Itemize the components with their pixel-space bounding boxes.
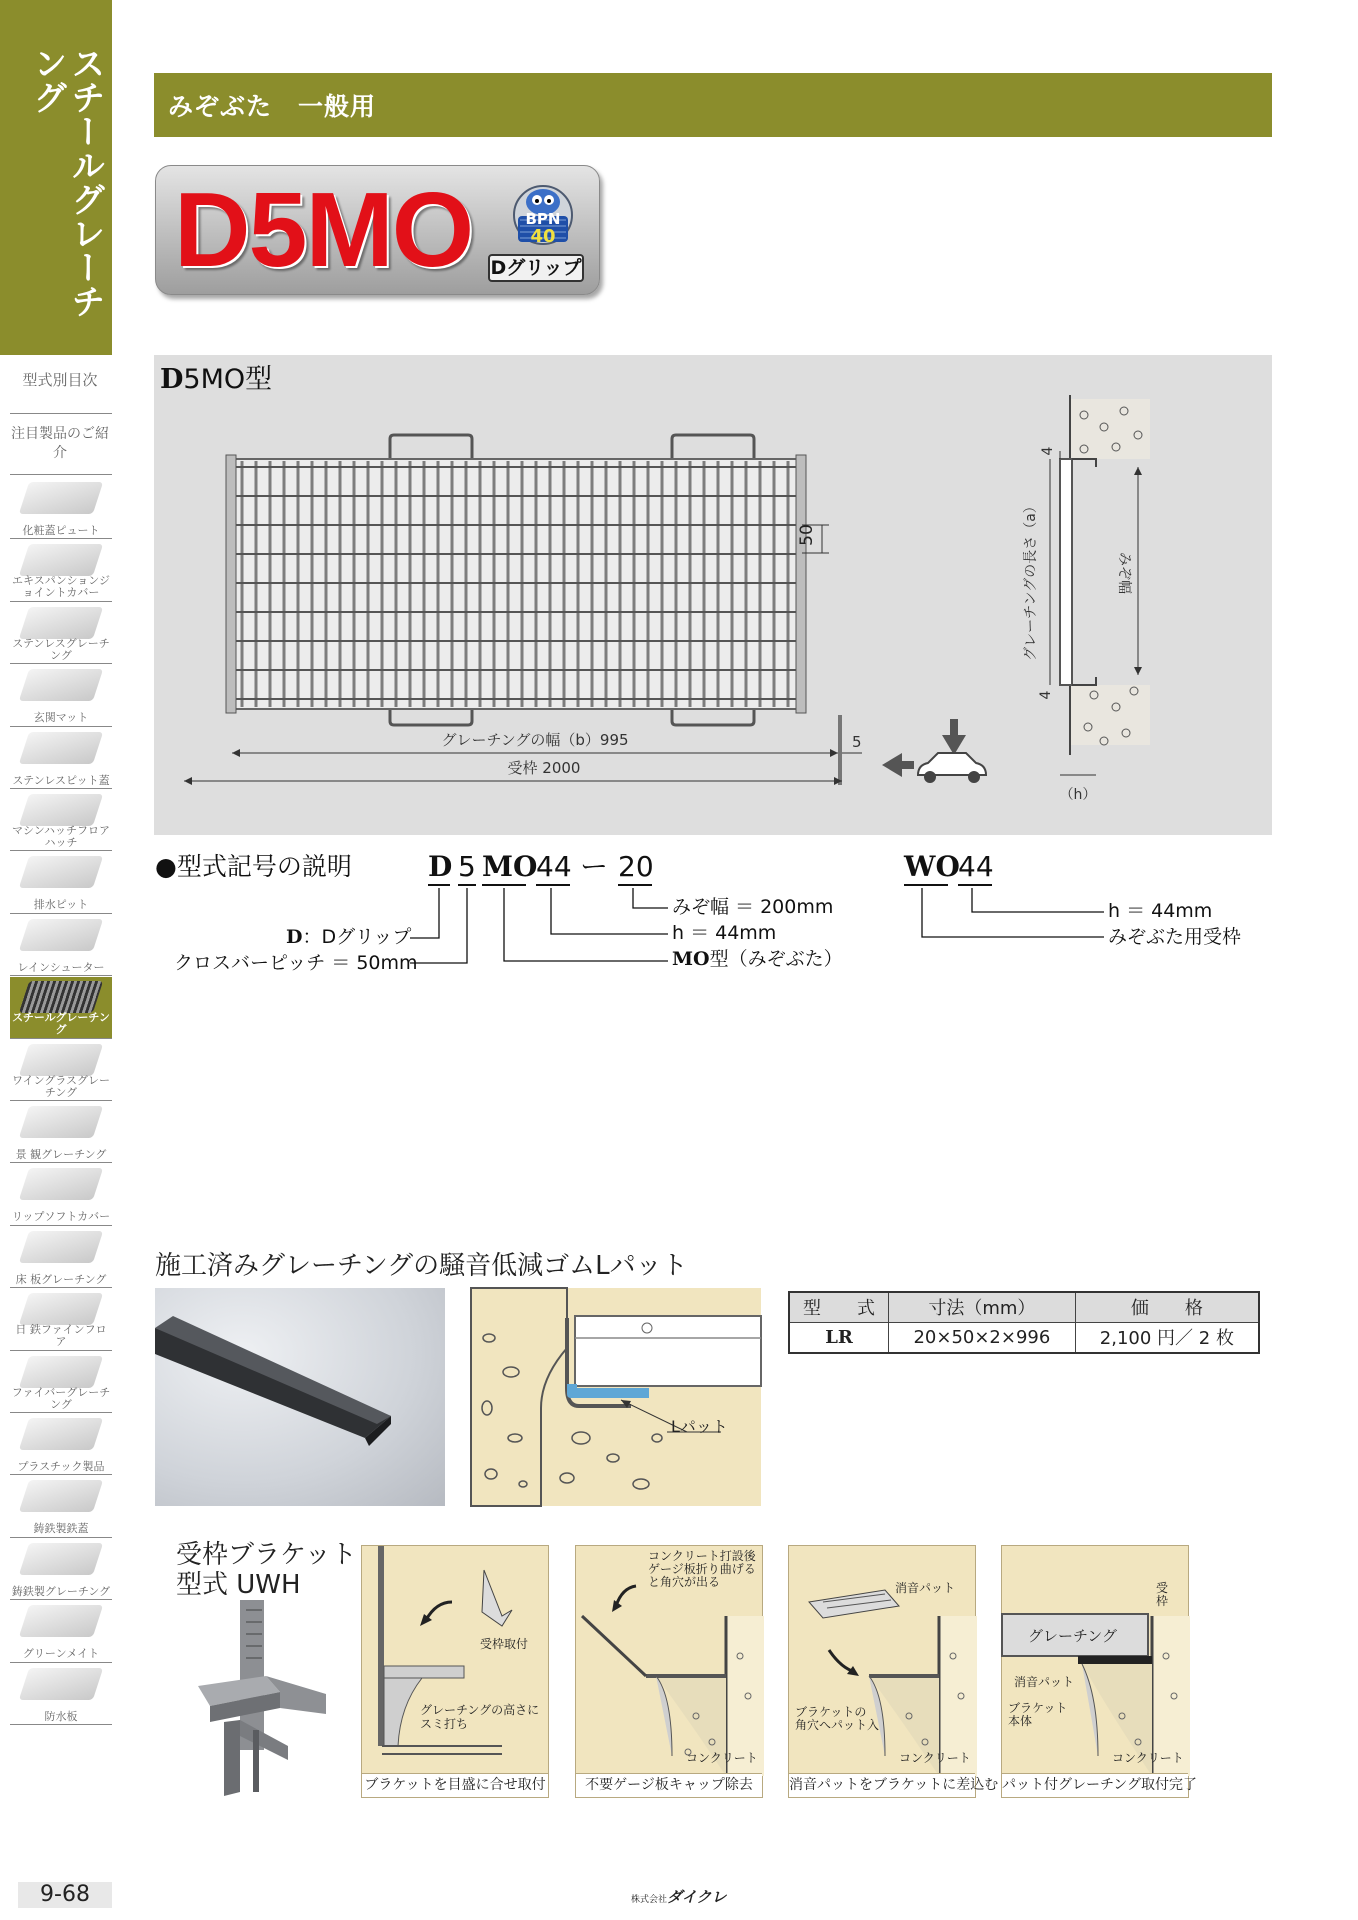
expl-grip-code: D — [286, 926, 303, 948]
expl-type-desc: 型（みぞぶた） — [709, 948, 843, 970]
step-4-note-7: コンクリート — [1112, 1751, 1184, 1765]
expl-grip — [286, 926, 411, 948]
company-logo — [631, 1886, 726, 1907]
sidebar-divider — [10, 850, 112, 851]
sidebar-item[interactable] — [10, 790, 112, 852]
grating-drawing — [154, 355, 1272, 835]
expl-frame-desc: みぞぶた用受枠 — [1108, 926, 1242, 948]
sidebar-item-label: 化粧蓋ピュート — [22, 524, 100, 537]
sidebar-item-label: 鋳鉄製グレーチング — [11, 1584, 111, 1598]
sidebar-divider — [10, 1038, 112, 1039]
sidebar-item[interactable] — [10, 1164, 112, 1226]
sidebar-item-label: ステンレスピット蓋 — [12, 773, 110, 787]
step-3-caption: 消音パットをブラケットに差込む — [789, 1773, 975, 1797]
sidebar-item-label: ワイングラスグレーチング — [11, 1073, 111, 1099]
sidebar-item[interactable] — [10, 1352, 112, 1414]
sidebar-divider — [10, 975, 112, 976]
sidebar-divider — [10, 1724, 112, 1725]
bracket-section-title — [176, 1540, 357, 1600]
sidebar-item-thumbnail — [19, 732, 103, 764]
step-2-caption: 不要ゲージ板キャップ除去 — [576, 1773, 762, 1797]
table-header-size: 寸法（mm） — [889, 1292, 1076, 1322]
grating-end-frame-left — [226, 455, 236, 713]
gap-dimension: 5 — [852, 733, 862, 751]
step-1-note-2: グレーチングの高さに — [420, 1703, 540, 1717]
sidebar — [0, 0, 112, 1920]
lpad-product-photo — [155, 1288, 445, 1506]
step-2-note-1: コンクリート打設後 — [648, 1549, 756, 1563]
sidebar-item[interactable] — [10, 728, 112, 790]
sidebar-divider — [10, 1662, 112, 1663]
sidebar-item[interactable] — [10, 1601, 112, 1663]
sidebar-divider — [10, 726, 112, 727]
code-segment-grip: D — [428, 850, 453, 883]
code-segment-width: 20 — [618, 850, 654, 883]
sidebar-link-index[interactable]: 型式別目次 — [22, 371, 98, 389]
step-3-note-3: 角穴へパット入 — [795, 1718, 880, 1732]
sidebar-item[interactable] — [10, 1664, 112, 1726]
sidebar-item-thumbnail — [19, 1168, 103, 1200]
underline — [958, 884, 992, 886]
model-code-heading: ●型式記号の説明 — [155, 852, 352, 881]
expl-crossbar-pitch: クロスバーピッチ ＝ 50mm — [174, 952, 418, 974]
code-segment-pitch: 5 — [458, 850, 476, 883]
bracket-title-line1: 受枠ブラケット — [176, 1540, 357, 1570]
sidebar-category-title: スチールグレーチング — [27, 46, 105, 318]
expl-type-code: MO — [672, 948, 710, 970]
frame-length-dimension: 受枠 2000 — [507, 759, 581, 777]
expl-frame-height: h ＝ 44mm — [1108, 900, 1213, 922]
sidebar-item-label: 景 観グレーチング — [15, 1148, 107, 1161]
sidebar-item-thumbnail — [19, 1106, 103, 1138]
sidebar-divider — [10, 1412, 112, 1413]
sidebar-item[interactable] — [10, 1289, 112, 1351]
technical-drawing-panel — [154, 355, 1272, 835]
step-4-note-2: 枠 — [1156, 1594, 1169, 1608]
grip-type-label: Dグリップ — [488, 254, 584, 282]
sidebar-item[interactable] — [10, 1539, 112, 1601]
sidebar-divider — [10, 538, 112, 539]
sidebar-item-thumbnail — [19, 669, 103, 701]
frame-code-height: 44 — [958, 850, 994, 883]
drawing-title — [160, 357, 272, 396]
step-3-note-4: コンクリート — [899, 1751, 971, 1765]
sidebar-item[interactable] — [10, 1040, 112, 1102]
step-4-note-4: 消音パット — [1014, 1675, 1075, 1689]
underline — [482, 884, 526, 886]
table-header-model: 型 式 — [789, 1292, 889, 1322]
step-2-note-2: ゲージ板折り曲げる — [648, 1562, 756, 1576]
lpad-installation-diagram — [471, 1288, 761, 1506]
sidebar-item-label: レインシューター — [17, 960, 105, 974]
frame-code-type: WO — [904, 850, 960, 883]
sidebar-item-thumbnail — [19, 856, 103, 888]
sidebar-item[interactable] — [10, 977, 112, 1039]
ditch-width-dimension: みぞ幅 — [1116, 552, 1132, 594]
sidebar-item-label: 玄関マット — [33, 711, 89, 725]
sidebar-divider — [10, 1537, 112, 1538]
sidebar-item[interactable] — [10, 478, 112, 540]
step-1-note-1: 受枠取付 — [480, 1637, 529, 1651]
step-3-note-2: ブラケットの — [795, 1705, 867, 1719]
sidebar-item-label: 床 板グレーチング — [15, 1272, 107, 1286]
rubber-pad-image — [155, 1288, 445, 1506]
sidebar-item-label: スチールグレーチング — [12, 1011, 110, 1037]
step-4-note-1: 受 — [1156, 1581, 1169, 1595]
sidebar-item-thumbnail — [19, 1231, 103, 1263]
drawing-title-prefix: D — [160, 364, 184, 395]
frame-edge — [838, 715, 842, 785]
sidebar-item[interactable] — [10, 540, 112, 602]
sidebar-item-thumbnail — [19, 1543, 103, 1575]
table-cell-size: 20×50×2×996 — [889, 1322, 1076, 1353]
table-cell-price: 2,100 円／ 2 枚 — [1075, 1322, 1259, 1353]
sidebar-item[interactable] — [10, 1102, 112, 1164]
sidebar-divider — [10, 413, 112, 414]
sidebar-item-thumbnail — [19, 919, 103, 951]
product-logo-badge — [155, 165, 600, 295]
height-dimension: （h） — [1059, 787, 1097, 803]
step-4-note-3: グレーチング — [1028, 1627, 1117, 1645]
step-1-drawing — [362, 1546, 550, 1776]
sidebar-divider — [10, 788, 112, 789]
drawing-title-rest: 5MO型 — [183, 364, 273, 395]
bracket-title-line2: 型式 UWH — [176, 1570, 301, 1600]
underline — [618, 884, 652, 886]
sidebar-item-thumbnail — [19, 1293, 103, 1325]
sidebar-link-featured[interactable]: 注目製品のご紹介 — [11, 426, 109, 461]
sidebar-item-thumbnail — [19, 482, 103, 514]
lpad-section-title: 施工済みグレーチングの騒音低減ゴムLパット — [155, 1251, 688, 1281]
step-1-caption: ブラケットを目盛に合せ取付 — [362, 1773, 548, 1797]
code-segment-type: MO — [482, 850, 538, 883]
sidebar-item-thumbnail — [19, 794, 103, 826]
expl-ditch-width: みぞ幅 ＝ 200mm — [672, 896, 834, 918]
table-row — [789, 1322, 1259, 1353]
sidebar-item[interactable] — [10, 1414, 112, 1476]
sidebar-item-label: ステンレスグレーチング — [12, 636, 110, 662]
sidebar-item-thumbnail — [19, 1356, 103, 1388]
sidebar-divider — [10, 1474, 112, 1475]
sidebar-category-tab[interactable] — [0, 0, 112, 355]
step-3-note-1: 消音パット — [895, 1581, 956, 1595]
sidebar-divider — [10, 1599, 112, 1600]
sidebar-item[interactable] — [10, 915, 112, 977]
page-title: みぞぶた 一般用 — [168, 92, 377, 121]
underline — [428, 884, 450, 886]
lpad-diagram-label: Lパット — [671, 1417, 728, 1436]
sidebar-item-label: 鋳鉄製鉄蓋 — [33, 1522, 89, 1536]
sidebar-item-label: ファイバーグレーチング — [11, 1385, 111, 1411]
expl-height: h ＝ 44mm — [672, 922, 777, 944]
company-prefix: 株式会社 — [631, 1895, 668, 1905]
sidebar-item[interactable] — [10, 665, 112, 727]
sidebar-item-label: 防水板 — [44, 1709, 78, 1723]
sidebar-divider — [10, 474, 112, 475]
sidebar-item[interactable] — [10, 1476, 112, 1538]
bracket-step-1 — [361, 1545, 549, 1798]
company-name: ダイクレ — [667, 1888, 727, 1906]
expl-grip-desc: ：Dグリップ — [302, 926, 412, 948]
vehicle-direction-icon — [882, 719, 986, 783]
bracket-product-image — [196, 1596, 332, 1800]
step-2-note-4: コンクリート — [686, 1751, 758, 1765]
sidebar-item[interactable] — [10, 852, 112, 914]
sidebar-item-thumbnail — [19, 1418, 103, 1450]
sidebar-divider — [10, 1287, 112, 1288]
sidebar-item-label: エキスパンションジョイントカバー — [11, 574, 110, 600]
sidebar-divider — [10, 1350, 112, 1351]
sidebar-item-label: マシンハッチフロアハッチ — [12, 824, 110, 849]
sidebar-item-label: 日 鉄ファインフロア — [15, 1323, 107, 1349]
bracket-step-2 — [575, 1545, 763, 1798]
grating-length-dimension: グレーチングの長さ（a） — [1023, 499, 1039, 661]
grating-width-dimension: グレーチングの幅（b）995 — [441, 731, 629, 749]
step-4-note-6: 本体 — [1008, 1714, 1033, 1728]
table-header-row — [789, 1292, 1259, 1322]
bracket-step-4 — [1001, 1545, 1198, 1798]
table-cell-model: LR — [789, 1322, 889, 1353]
product-model-logo: D5MO — [174, 171, 473, 289]
step-4-caption: パット付グレーチング取付完了 — [1002, 1773, 1188, 1797]
table-header-price: 価 格 — [1075, 1292, 1259, 1322]
bpn-value: 40 — [530, 226, 556, 247]
top-gap-dimension: 4 — [1040, 446, 1056, 456]
bracket-step-3 — [788, 1545, 999, 1798]
sidebar-divider — [10, 913, 112, 914]
step-2-note-3: と角穴が出る — [648, 1575, 721, 1589]
sidebar-item-thumbnail — [19, 1044, 103, 1076]
sidebar-item-label: 排水ピット — [33, 898, 89, 912]
underline — [904, 884, 948, 886]
sidebar-divider — [10, 663, 112, 664]
sidebar-item-thumbnail — [19, 1480, 103, 1512]
sidebar-divider — [10, 1162, 112, 1163]
sidebar-item-label: リップソフトカバー — [11, 1210, 111, 1224]
lpad-section-drawing — [471, 1288, 761, 1506]
code-segment-height: 44 — [536, 850, 572, 883]
bottom-gap-dimension: 4 — [1038, 690, 1054, 700]
lpad-price-table — [788, 1291, 1260, 1354]
sidebar-divider — [10, 1100, 112, 1101]
underline — [536, 884, 570, 886]
sidebar-item-label: プラスチック製品 — [17, 1460, 105, 1473]
step-4-note-5: ブラケット — [1008, 1701, 1068, 1715]
code-segment-dash: ー — [580, 850, 609, 883]
step-1-note-3: スミ打ち — [420, 1717, 469, 1731]
sidebar-divider — [10, 601, 112, 602]
expl-type — [672, 948, 843, 970]
sidebar-item[interactable] — [10, 1227, 112, 1289]
sidebar-divider — [10, 1225, 112, 1226]
sidebar-item[interactable] — [10, 603, 112, 665]
sidebar-item-thumbnail — [19, 1668, 103, 1700]
section-header-band — [154, 73, 1272, 137]
sidebar-item-thumbnail — [19, 544, 103, 576]
sidebar-item-label: グリーンメイト — [22, 1647, 100, 1661]
section-view — [1023, 395, 1150, 803]
sidebar-item-thumbnail — [19, 1605, 103, 1637]
bpn-label: BPN — [525, 210, 561, 228]
sidebar-item-thumbnail — [19, 981, 103, 1013]
sidebar-item-thumbnail — [19, 607, 103, 639]
page-number: 9-68 — [18, 1882, 112, 1908]
grating-end-frame-right — [796, 455, 806, 713]
underline — [458, 884, 476, 886]
pitch-dimension: 50 — [797, 524, 817, 546]
